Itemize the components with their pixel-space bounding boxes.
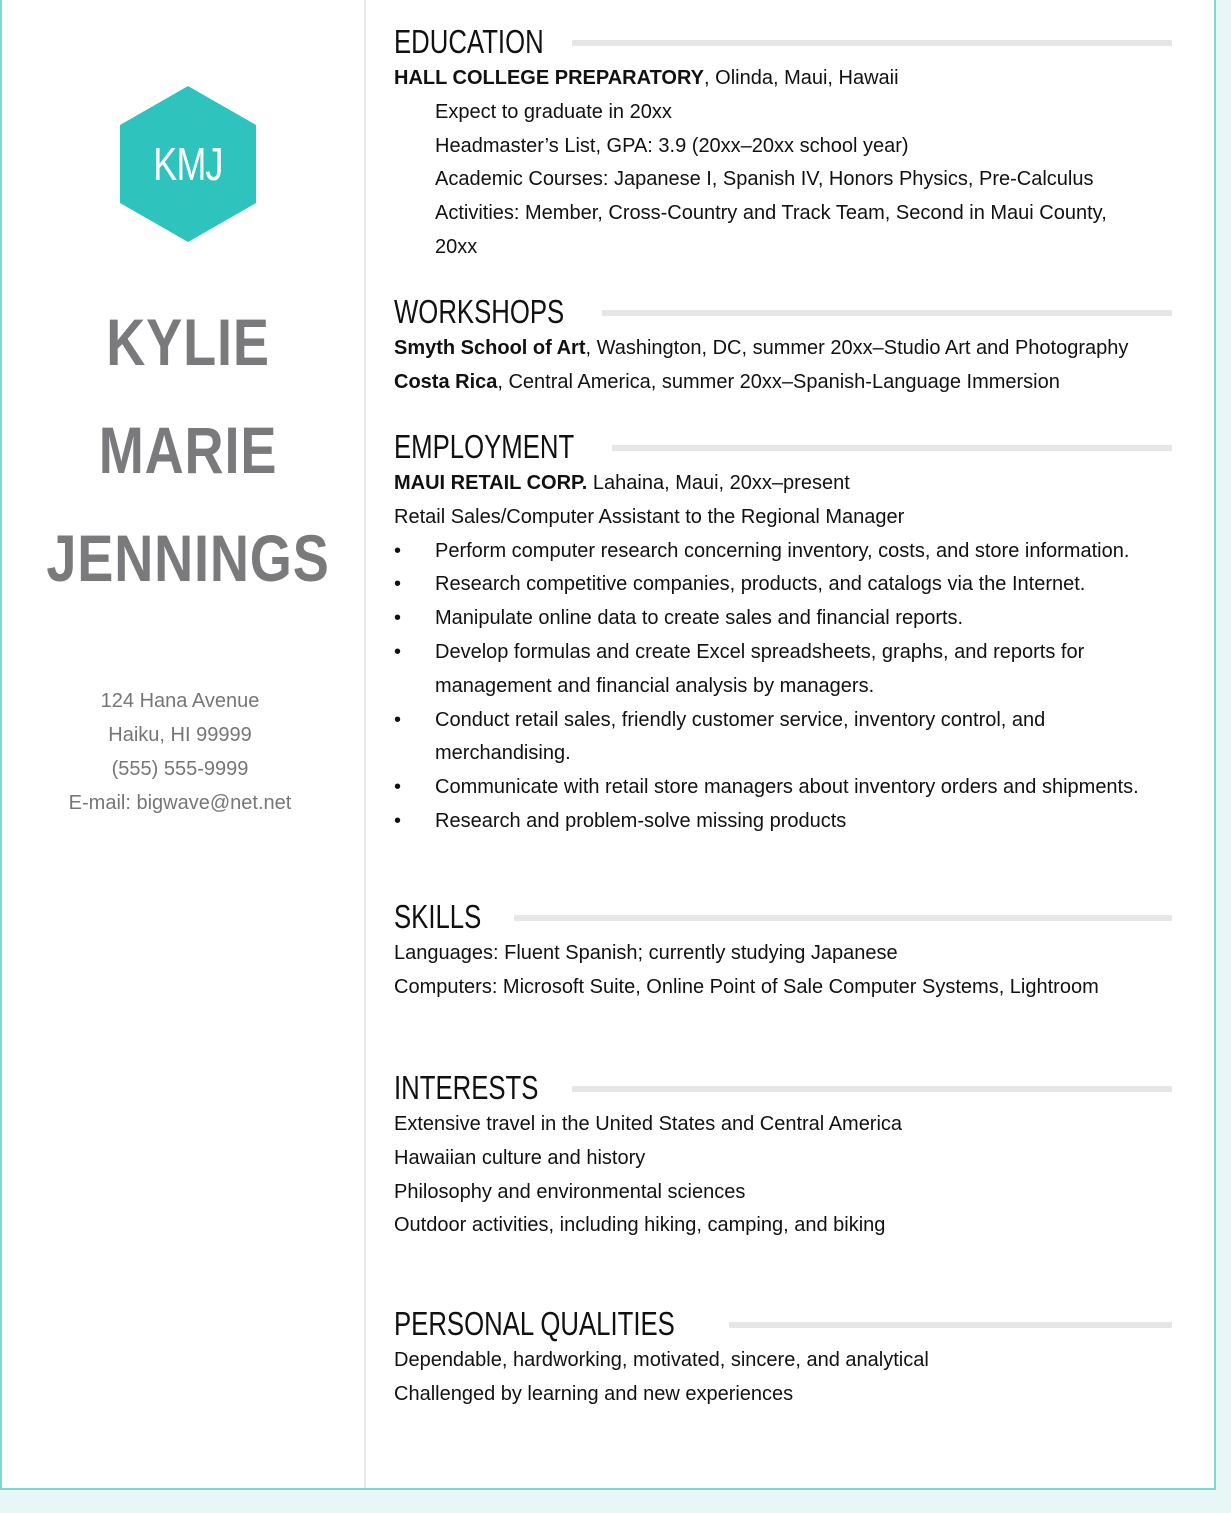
workshops-body	[394, 332, 1194, 400]
employment-body	[394, 467, 1194, 839]
workshop-detail: , Washington, DC, summer 20xx–Studio Art and Photography	[585, 337, 1129, 359]
list-item	[394, 805, 1194, 839]
bullet-text: Conduct retail sales, friendly customer service, inventory control, and	[435, 708, 1046, 731]
name-middle: MARIE	[98, 413, 278, 487]
bullet-icon: •	[394, 776, 402, 799]
list-item	[394, 704, 1194, 772]
school-name: HALL COLLEGE PREPARATORY	[394, 67, 705, 89]
section-rule	[514, 915, 1172, 921]
workshop-name: Costa Rica	[394, 370, 498, 393]
bullet-icon: •	[394, 640, 402, 663]
interest-line: Philosophy and environmental sciences	[394, 1180, 746, 1203]
education-detail: Headmaster’s List, GPA: 3.9 (20xx–20xx school year)	[435, 134, 909, 157]
bullet-text: Develop formulas and create Excel spreadsheets, graphs, and reports for	[435, 640, 1085, 663]
bullet-icon: •	[394, 708, 402, 731]
list-item	[394, 771, 1194, 805]
section-employment	[394, 427, 1194, 839]
skills-body	[394, 937, 1194, 1005]
bullet-text: Manipulate online data to create sales and financial reports.	[435, 607, 964, 630]
skills-line: Languages: Fluent Spanish; currently studying Japanese	[394, 942, 898, 964]
bullet-text: Communicate with retail store managers about inventory orders and shipments.	[435, 776, 1139, 799]
contact-city: Haiku, HI 99999	[108, 724, 252, 746]
interests-body	[394, 1108, 1194, 1243]
school-location: , Olinda, Maui, Hawaii	[704, 67, 899, 89]
section-rule	[572, 1086, 1172, 1092]
section-title: PERSONAL QUALITIES	[394, 1305, 675, 1342]
bullet-text: Perform computer research concerning inventory, costs, and store information.	[435, 539, 1130, 562]
bullet-icon: •	[394, 539, 402, 562]
section-header	[394, 292, 1194, 332]
education-detail: Academic Courses: Japanese I, Spanish IV, Honors Physics, Pre-Calculus	[435, 168, 1094, 191]
contact-block	[2, 684, 358, 820]
contact-phone: (555) 555-9999	[111, 758, 249, 780]
section-title: INTERESTS	[394, 1069, 539, 1106]
skills-line: Computers: Microsoft Suite, Online Point of Sale Computer Systems, Lightroom	[394, 975, 1099, 998]
name-last: JENNINGS	[46, 521, 330, 595]
bullet-icon: •	[394, 573, 402, 596]
position-title: Retail Sales/Computer Assistant to the Regional Manager	[394, 505, 905, 528]
list-item	[394, 535, 1194, 569]
section-rule	[612, 445, 1172, 451]
interest-line: Extensive travel in the United States and Central America	[394, 1113, 903, 1135]
section-header	[394, 1304, 1194, 1344]
workshop-name: Smyth School of Art	[394, 337, 586, 359]
quality-line: Dependable, hardworking, motivated, sincere, and analytical	[394, 1349, 929, 1371]
list-item	[394, 636, 1194, 704]
section-education	[394, 22, 1194, 265]
list-item	[394, 568, 1194, 602]
section-rule	[729, 1322, 1172, 1328]
section-rule	[572, 40, 1172, 46]
quality-line: Challenged by learning and new experiences	[394, 1382, 794, 1405]
interest-line: Outdoor activities, including hiking, camping, and biking	[394, 1214, 886, 1237]
workshop-detail: , Central America, summer 20xx–Spanish-Language Immersion	[497, 370, 1060, 393]
employer-name: MAUI RETAIL CORP.	[394, 472, 588, 494]
contact-street: 124 Hana Avenue	[100, 690, 260, 712]
section-title: WORKSHOPS	[394, 293, 565, 330]
employer-detail: Lahaina, Maui, 20xx–present	[587, 472, 850, 494]
workshop-item	[394, 332, 1194, 366]
section-header	[394, 22, 1194, 62]
bullet-icon: •	[394, 809, 402, 832]
section-header	[394, 427, 1194, 467]
employer-line	[394, 467, 1194, 501]
section-skills	[394, 897, 1194, 1005]
bullet-text: Research competitive companies, products, and catalogs via the Internet.	[435, 573, 1086, 596]
monogram-text: KMJ	[153, 138, 223, 190]
education-detail: Expect to graduate in 20xx	[435, 100, 672, 123]
bullet-text: Research and problem-solve missing products	[435, 809, 847, 832]
section-header	[394, 897, 1194, 937]
bullet-text-continued: merchandising.	[435, 742, 571, 765]
section-title: EMPLOYMENT	[394, 428, 575, 465]
section-interests	[394, 1068, 1194, 1243]
section-rule	[602, 310, 1172, 316]
monogram-hexagon	[120, 86, 256, 242]
section-title: EDUCATION	[394, 23, 544, 60]
list-item	[394, 602, 1194, 636]
name-first: KYLIE	[106, 305, 270, 379]
bullet-text-continued: management and financial analysis by managers.	[435, 674, 875, 697]
education-detail: Activities: Member, Cross-Country and Track Team, Second in Maui County,	[435, 202, 1107, 225]
bullet-icon: •	[394, 607, 402, 630]
section-title: SKILLS	[394, 898, 482, 935]
qualities-body	[394, 1344, 1194, 1412]
workshop-item	[394, 366, 1194, 400]
interest-line: Hawaiian culture and history	[394, 1146, 646, 1169]
section-personal-qualities	[394, 1304, 1194, 1412]
section-header	[394, 1068, 1194, 1108]
education-detail: 20xx	[435, 235, 478, 258]
contact-email[interactable]: E-mail: bigwave@net.net	[68, 792, 292, 814]
sidebar	[2, 0, 366, 1488]
school-line	[394, 62, 1194, 96]
education-body	[394, 62, 1194, 265]
section-workshops	[394, 292, 1194, 400]
